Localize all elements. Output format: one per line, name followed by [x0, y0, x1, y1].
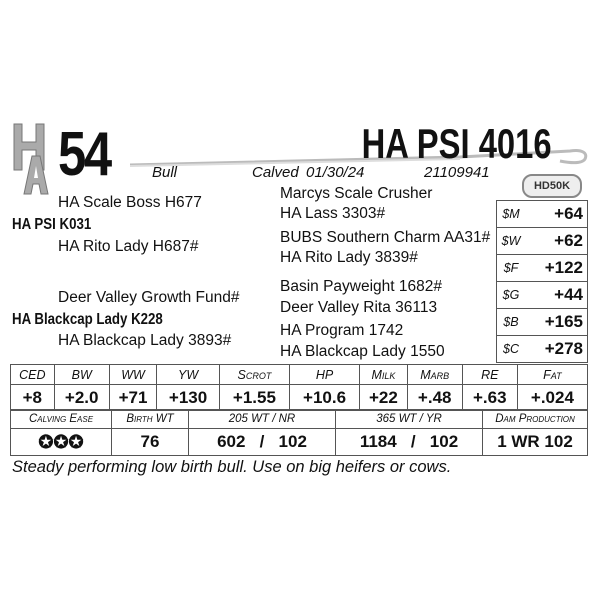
- dollar-value: +44: [525, 282, 588, 309]
- remarks: Steady performing low birth bull. Use on big heifers or cows.: [12, 458, 452, 476]
- pedigree-dam-sire: Deer Valley Growth Fund#: [58, 289, 240, 306]
- wt365-header: 365 WT / YR: [336, 410, 483, 429]
- calving-ease-header: Calving Ease: [11, 410, 112, 429]
- dollar-label: $C: [497, 336, 526, 363]
- calved-date: 01/30/24: [306, 164, 365, 181]
- pedigree-sd-dam: HA Rito Lady 3839#: [280, 249, 418, 266]
- wt205-slash: /: [259, 432, 265, 451]
- pedigree-ss-sire: Marcys Scale Crusher: [280, 185, 433, 202]
- birth-wt-value: 76: [112, 429, 189, 456]
- epd-header-row: [11, 365, 588, 385]
- epd-header: HP: [290, 365, 360, 385]
- wt205-cell: [189, 429, 336, 456]
- performance-table: [10, 409, 588, 456]
- calved-label: Calved: [252, 164, 299, 181]
- epd-value: +.48: [407, 385, 462, 411]
- epd-value: +130: [157, 385, 220, 411]
- dollar-value: +64: [525, 201, 588, 228]
- epd-header: RE: [462, 365, 517, 385]
- epd-value: +2.0: [54, 385, 109, 411]
- epd-header: Marb: [407, 365, 462, 385]
- calving-ease-stars: ✪✪✪: [11, 429, 112, 456]
- wt365-cell: [336, 429, 483, 456]
- dollar-row: [497, 228, 588, 255]
- epd-header: YW: [157, 365, 220, 385]
- epd-header: CED: [11, 365, 55, 385]
- epd-value: +.024: [517, 385, 587, 411]
- pedigree-ds-dam: Deer Valley Rita 36113: [280, 299, 438, 316]
- dollar-index-table: [496, 200, 588, 363]
- epd-header: WW: [109, 365, 157, 385]
- epd-value: +1.55: [219, 385, 289, 411]
- epd-value: +8: [11, 385, 55, 411]
- epd-table: [10, 364, 588, 411]
- wt205-value: 602: [217, 432, 246, 451]
- pedigree-sire-sire: HA Scale Boss H677: [58, 194, 202, 211]
- animal-sex: Bull: [152, 164, 178, 181]
- epd-header: BW: [54, 365, 109, 385]
- epd-header: Fat: [517, 365, 587, 385]
- pedigree-sire-dam: HA Rito Lady H687#: [58, 238, 199, 255]
- dam-production-header: Dam Production: [483, 410, 588, 429]
- dollar-label: $B: [497, 309, 526, 336]
- dollar-label: $G: [497, 282, 526, 309]
- epd-header: Milk: [360, 365, 408, 385]
- dollar-row: [497, 201, 588, 228]
- epd-value-row: [11, 385, 588, 411]
- yr-value: 102: [429, 432, 459, 451]
- dam-production-value: 1 WR 102: [483, 429, 588, 456]
- epd-value: +.63: [462, 385, 517, 411]
- genomic-badge: [522, 174, 582, 198]
- dollar-value: +62: [525, 228, 588, 255]
- pedigree-dam: HA Blackcap Lady K228: [12, 311, 163, 328]
- epd-value: +22: [360, 385, 408, 411]
- pedigree-sd-sire: BUBS Southern Charm AA31#: [280, 229, 491, 246]
- dollar-label: $W: [497, 228, 526, 255]
- dollar-row: [497, 309, 588, 336]
- pedigree-dd-dam: HA Blackcap Lady 1550: [280, 343, 445, 360]
- pedigree-dd-sire: HA Program 1742: [280, 322, 404, 339]
- dollar-value: +278: [525, 336, 588, 363]
- dollar-row: [497, 255, 588, 282]
- dollar-value: +122: [525, 255, 588, 282]
- dollar-label: $F: [497, 255, 526, 282]
- dollar-value: +165: [525, 309, 588, 336]
- pedigree-sire: HA PSI K031: [12, 216, 92, 233]
- ha-logo: [10, 120, 62, 198]
- performance-header-row: [11, 410, 588, 429]
- wt205-header: 205 WT / NR: [189, 410, 336, 429]
- epd-header: Scrot: [219, 365, 289, 385]
- genomic-badge-text: HD50K: [533, 180, 571, 192]
- pedigree-dam-dam: HA Blackcap Lady 3893#: [58, 332, 232, 349]
- epd-value: +10.6: [290, 385, 360, 411]
- wt365-value: 1184: [359, 432, 397, 451]
- lot-number: 54: [58, 120, 110, 189]
- registration-number: 21109941: [424, 164, 490, 181]
- dollar-row: [497, 336, 588, 363]
- pedigree-ds-sire: Basin Payweight 1682#: [280, 278, 443, 295]
- epd-value: +71: [109, 385, 157, 411]
- dollar-label: $M: [497, 201, 526, 228]
- dollar-row: [497, 282, 588, 309]
- pedigree-ss-dam: HA Lass 3303#: [280, 205, 386, 222]
- performance-value-row: [11, 429, 588, 456]
- wt365-slash: /: [410, 432, 416, 451]
- nr-value: 102: [278, 432, 307, 451]
- birth-wt-header: Birth WT: [112, 410, 189, 429]
- animal-name: HA PSI 4016: [362, 120, 552, 167]
